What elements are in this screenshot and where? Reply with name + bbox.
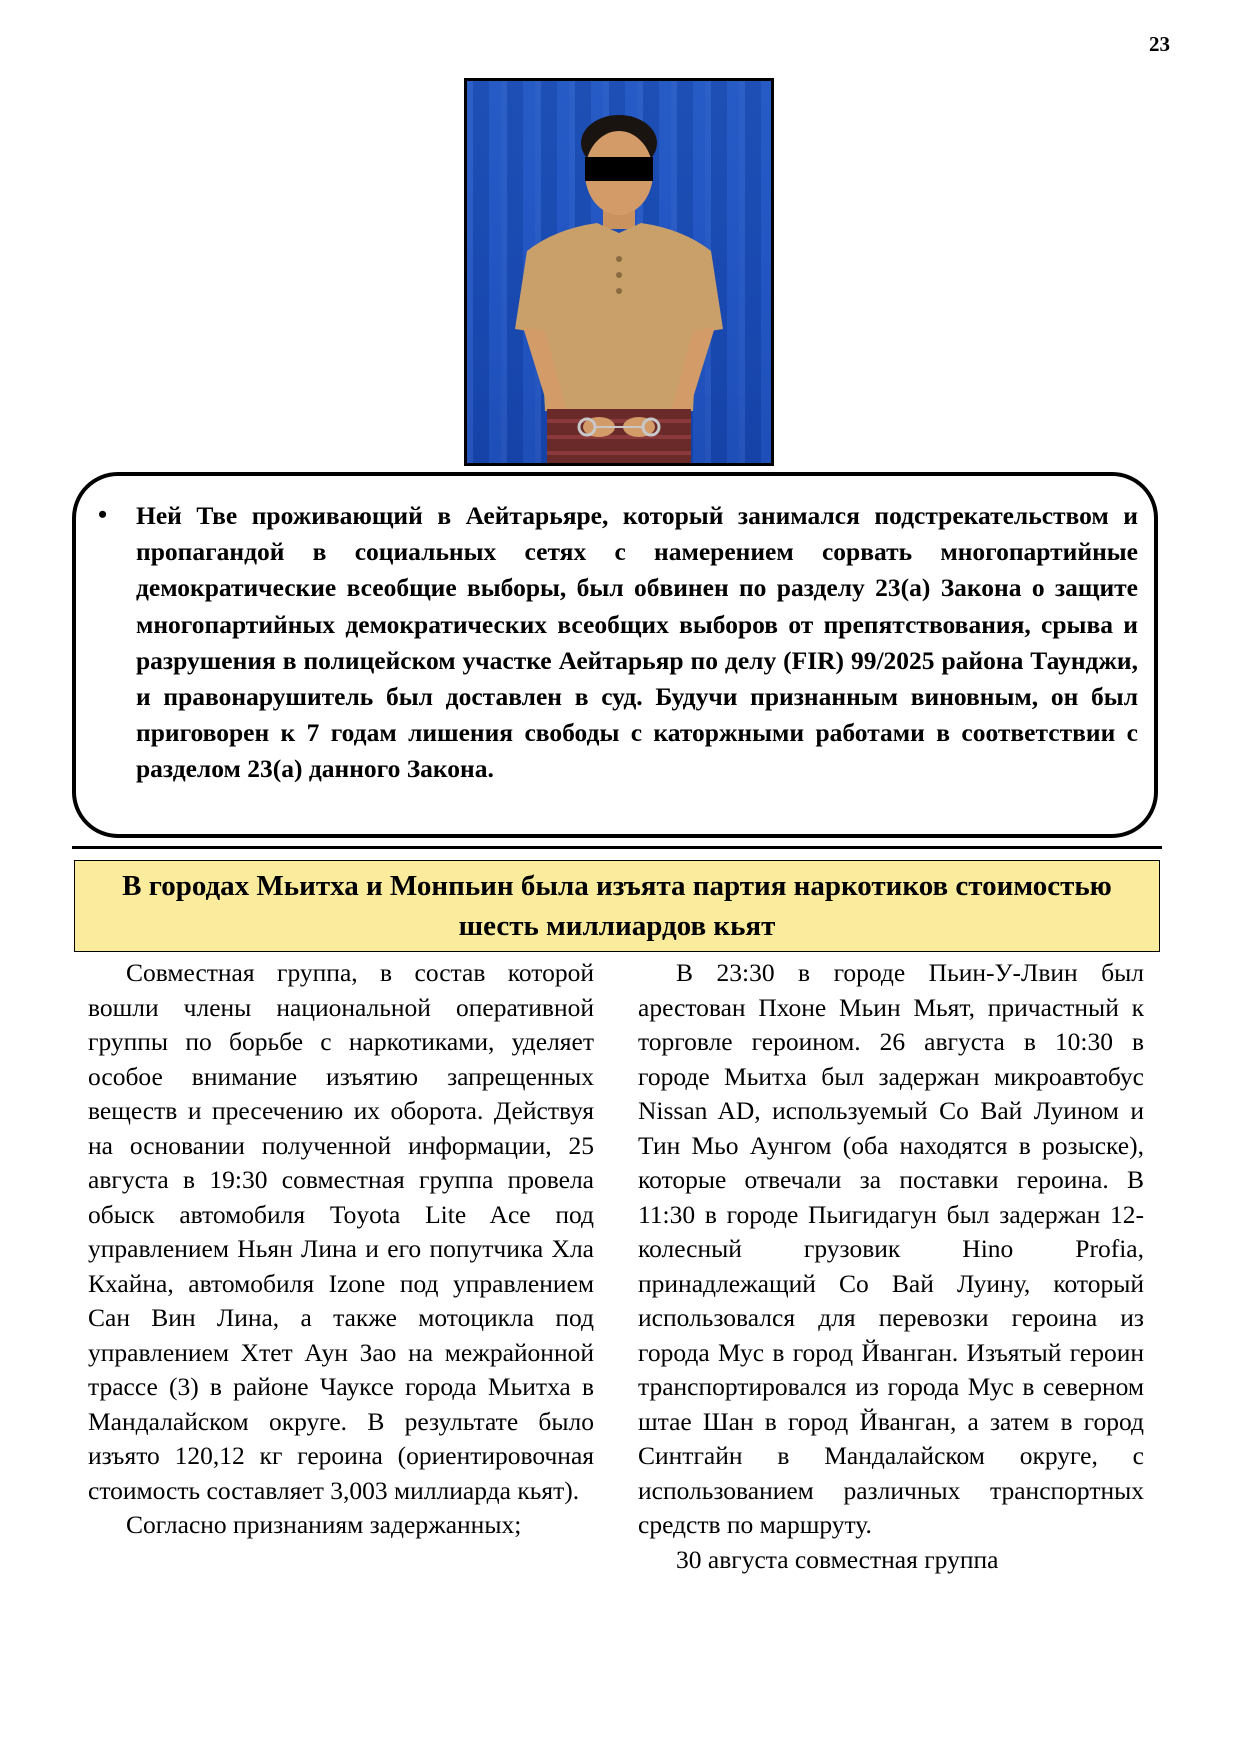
bullet-icon: • — [98, 500, 108, 529]
paragraph: 30 августа совместная группа — [676, 1544, 999, 1574]
detainee-photo-icon — [467, 81, 771, 463]
section-divider — [72, 846, 1162, 849]
page-number: 23 — [1149, 32, 1170, 56]
paragraph: Согласно признаниям задержанных; — [126, 1510, 522, 1539]
article-column-left — [88, 956, 594, 1543]
article-column-right — [638, 956, 1144, 1577]
paragraph: В 23:30 в городе Пьин-У-Лвин был арестован Пхоне Мьин Мьят, причастный к торговле героином. 26 августа в 10:30 в городе Мьитха был задержан микроавтобус Nissan AD, используемый Со Вай Луином и Тин Мьо Аунгом (оба находятся в розыске), которые отвечали за поставки героина. В 11:30 в городе Пьигидагун был задержан 12-колесный грузовик Hino Profia, принадлежащий Со Вай Луину, который использовался для перевозки героина из города Мус в город Йванган. Изъятый героин транспортировался из города Мус в северном штае Шан в город Йванган, а затем в город Синтгайн в Мандалайском округе, с использованием различных транспортных средств по маршруту. — [638, 958, 1144, 1539]
paragraph: Совместная группа, в состав которой вошли члены национальной оперативной группы по борьбе с наркотиками, уделяет особое внимание изъятию запрещенных веществ и пресечению их оборота. Действуя на основании полученной информации, 25 августа в 19:30 совместная группа провела обыск автомобиля Toyota Lite Ace под управлением Ньян Лина и его попутчика Хла Кхайна, автомобиля Izone под управлением Сан Вин Лина, а также мотоцикла под управлением Хтет Аун Зао на межрайонной трассе (3) в районе Чауксе города Мьитха в Мандалайском округе. В результате было изъято 120,12 кг героина (ориентировочная стоимость составляет 3,003 миллиарда кьят). — [88, 958, 594, 1505]
detainee-photo — [464, 78, 774, 466]
article-headline-text: В городах Мьитха и Монпьин была изъята партия наркотиков стоимостью шесть миллиардов кьят — [122, 870, 1112, 942]
case-summary-box — [72, 472, 1158, 838]
article-headline — [74, 860, 1160, 952]
case-summary-text: Ней Тве проживающий в Аейтарьяре, который занимался подстрекательством и пропагандой в социальных сетях с намерением сорвать многопартийные демократические всеобщие выборы, был обвинен по разделу 23(а) Закона о защите многопартийных демократических всеобщих выборов от препятствования, срыва и разрушения в полицейском участке Аейтарьяр по делу (FIR) 99/2025 района Таунджи, и правонарушитель был доставлен в суд. Будучи признанным виновным, он был приговорен к 7 годам лишения свободы с каторжными работами в соответствии с разделом 23(а) данного Закона. — [136, 501, 1138, 784]
